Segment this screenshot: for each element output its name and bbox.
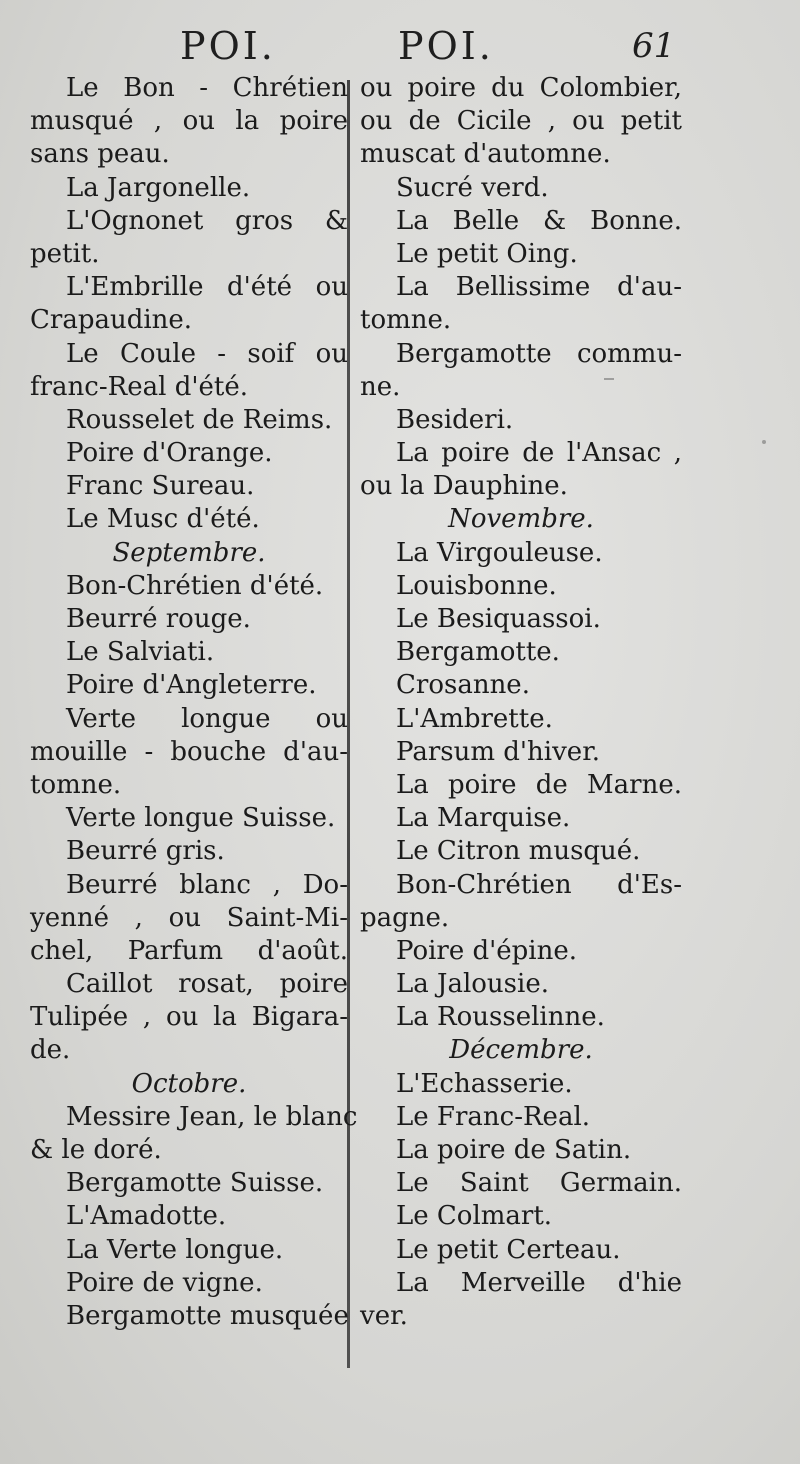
text-line: Bergamotte.: [396, 637, 560, 668]
text-line: ou la Dauphine.: [360, 471, 568, 502]
month-heading: Octobre.: [131, 1068, 247, 1099]
text-line: Beurré rouge.: [66, 604, 251, 634]
text-line: Verte longue Suisse.: [66, 803, 336, 834]
text-line: Bergamotte musquée: [66, 1300, 349, 1331]
text-line: Caillot rosat, poire: [66, 969, 348, 1000]
text-line: ou poire du Colombier,: [360, 73, 682, 103]
text-line: Bergamotte commu-: [396, 338, 682, 369]
text-line: Poire d'épine.: [396, 935, 578, 966]
text-line: L'Embrille d'été ou: [66, 272, 348, 303]
text-line: de.: [30, 1035, 71, 1066]
text-line: ne.: [360, 371, 401, 402]
month-heading: Décembre.: [449, 1035, 593, 1066]
text-line: La Belle & Bonne.: [396, 205, 682, 236]
text-line: Besideri.: [396, 404, 514, 435]
text-line: L'Ognonet gros &: [66, 205, 348, 236]
text-line: L'Echasserie.: [396, 1068, 573, 1099]
text-line: La Jargonelle.: [66, 172, 251, 203]
text-line: tomne.: [360, 305, 452, 336]
text-line: Louisbonne.: [396, 570, 557, 601]
page-number: 61: [632, 26, 676, 66]
text-line: ou de Cicile , ou petit: [360, 106, 682, 137]
text-line: La poire de l'Ansac ,: [396, 438, 682, 469]
text-line: La poire de Satin.: [396, 1135, 632, 1165]
text-line: Messire Jean, le blanc: [66, 1101, 358, 1132]
text-line: franc-Real d'été.: [30, 371, 248, 402]
text-line: La Rousselinne.: [396, 1002, 605, 1033]
text-line: La Verte longue.: [66, 1234, 284, 1265]
text-line: La Marquise.: [396, 803, 571, 834]
text-line: Le Besiquassoi.: [396, 604, 601, 634]
text-line: L'Amadotte.: [66, 1201, 227, 1232]
left-column: [30, 72, 358, 1333]
text-line: Le petit Oing.: [396, 238, 578, 269]
text-line: Le Citron musqué.: [396, 836, 641, 867]
text-line: chel, Parfum d'août.: [30, 935, 348, 966]
text-line: L'Ambrette.: [396, 703, 553, 734]
text-line: mouille - bouche d'au-: [30, 736, 348, 767]
text-line: tomne.: [30, 769, 122, 800]
text-line: Poire de vigne.: [66, 1267, 263, 1298]
text-line: Parsum d'hiver.: [396, 736, 601, 767]
text-line: Beurré gris.: [66, 836, 225, 867]
running-head-right: POI.: [398, 24, 494, 68]
month-heading: Novembre.: [448, 504, 594, 535]
text-line: ver.: [360, 1300, 408, 1331]
text-line: Bergamotte Suisse.: [66, 1168, 324, 1199]
text-line: La Virgouleuse.: [396, 537, 603, 568]
text-line: La Merveille d'hie: [396, 1267, 682, 1298]
text-line: Le Bon - Chrétien: [66, 73, 348, 103]
text-line: Le Salviati.: [66, 637, 215, 668]
text-line: Rousselet de Reims.: [66, 404, 333, 435]
text-line: Crosanne.: [396, 670, 530, 701]
text-line: petit.: [30, 238, 100, 269]
text-line: Le Musc d'été.: [66, 504, 260, 535]
paper-speck: [604, 378, 614, 380]
text-line: yenné , ou Saint-Mi-: [30, 902, 348, 933]
paper-speck: [762, 440, 766, 444]
text-line: pagne.: [360, 902, 450, 933]
text-line: Poire d'Orange.: [66, 438, 273, 469]
text-line: Bon-Chrétien d'Es-: [396, 869, 682, 900]
text-line: Tulipée , ou la Bigara-: [30, 1002, 348, 1033]
text-line: La Bellissime d'au-: [396, 272, 682, 303]
text-line: La Jalousie.: [396, 969, 549, 1000]
text-line: Crapaudine.: [30, 305, 193, 336]
text-line: Franc Sureau.: [66, 471, 255, 502]
text-line: Le Coule - soif ou: [66, 338, 348, 369]
text-line: musqué , ou la poire: [30, 106, 348, 137]
text-line: Verte longue ou: [66, 703, 348, 734]
text-line: Le Colmart.: [396, 1201, 553, 1232]
text-line: & le doré.: [30, 1135, 162, 1165]
text-line: Le petit Certeau.: [396, 1234, 621, 1265]
month-heading: Septembre.: [112, 537, 266, 568]
running-head-left: POI.: [180, 24, 276, 68]
right-column: [360, 72, 682, 1333]
text-line: muscat d'automne.: [360, 139, 611, 170]
text-line: Le Franc-Real.: [396, 1101, 591, 1132]
text-line: Poire d'Angleterre.: [66, 670, 317, 701]
text-line: La poire de Marne.: [396, 769, 682, 800]
text-line: Bon-Chrétien d'été.: [66, 570, 324, 601]
text-line: Beurré blanc , Do-: [66, 869, 348, 900]
text-line: Sucré verd.: [396, 172, 549, 203]
text-line: Le Saint Germain.: [396, 1168, 682, 1199]
text-line: sans peau.: [30, 139, 170, 170]
